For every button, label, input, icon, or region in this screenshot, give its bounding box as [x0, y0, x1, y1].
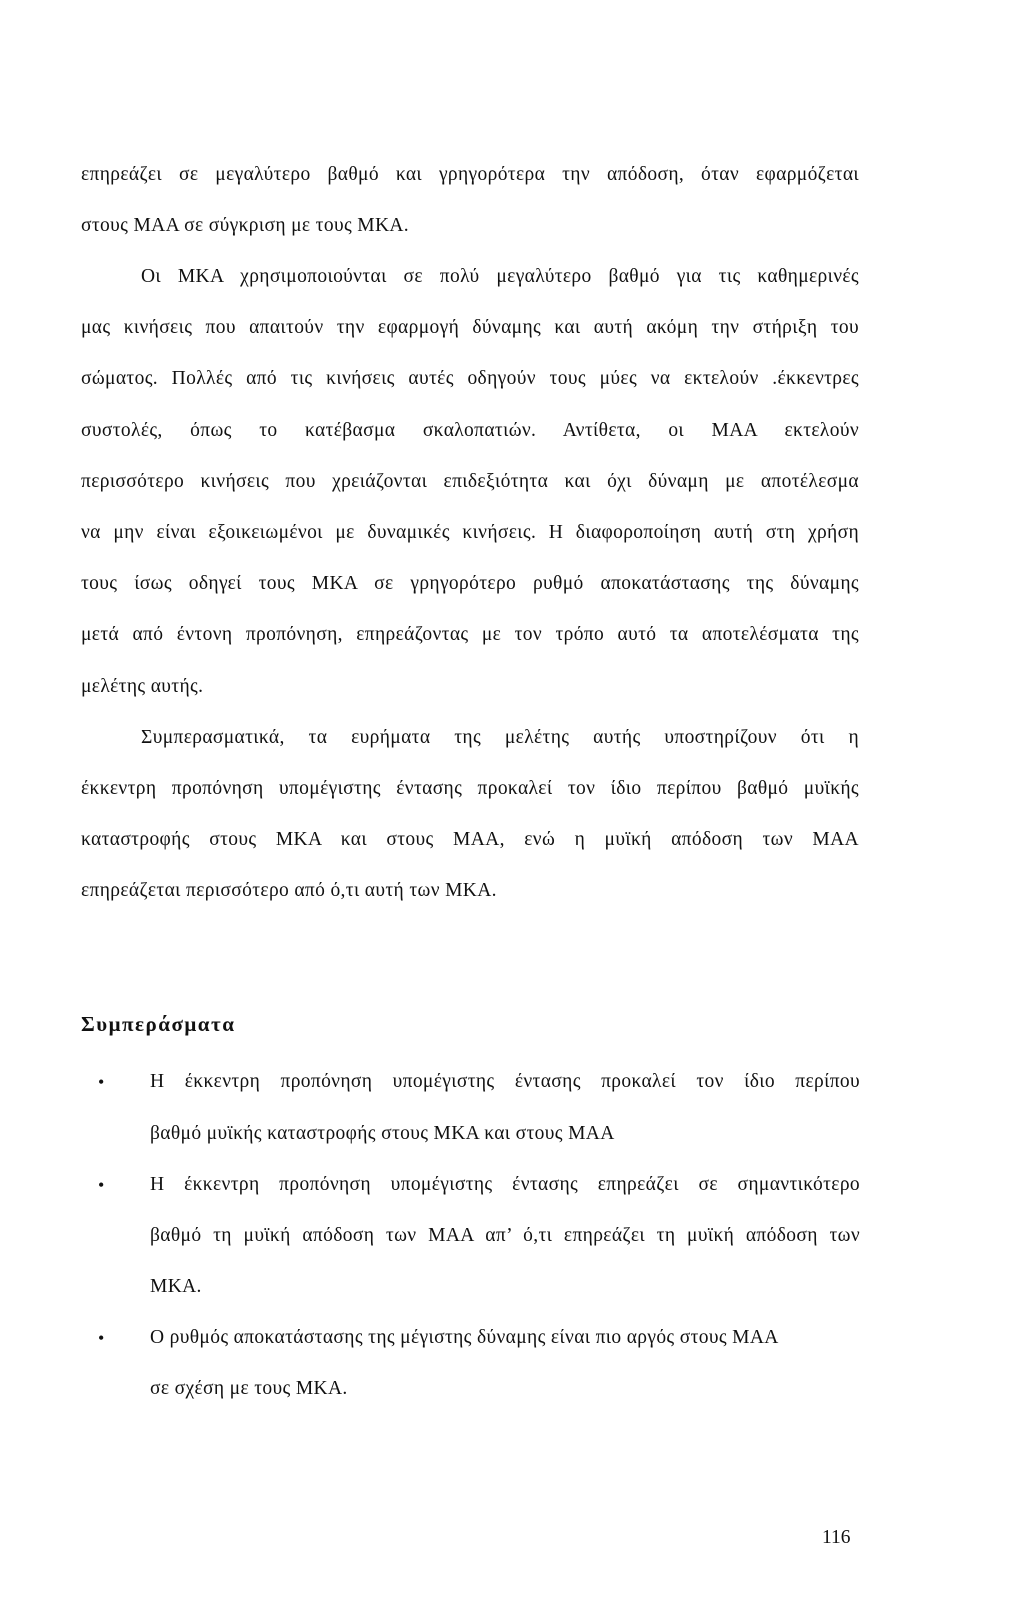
paragraph-line: επηρεάζεται περισσότερο από ό,τι αυτή των ΜΚΑ.: [81, 880, 497, 901]
bullet-item-line: βαθμό μυϊκής καταστροφής στους ΜΚΑ και στους ΜΑΑ: [150, 1123, 615, 1144]
paragraph-line: περισσότερο κινήσεις που χρειάζονται επιδεξιότητα και όχι δύναμη με αποτέλεσμα: [81, 471, 859, 492]
paragraph-line: μετά από έντονη προπόνηση, επηρεάζοντας με τον τρόπο αυτό τα αποτελέσματα της: [81, 624, 859, 645]
bullet-icon: •: [98, 1328, 105, 1348]
paragraph-line: να μην είναι εξοικειωμένοι με δυναμικές κινήσεις. Η διαφοροποίηση αυτή στη χρήση: [81, 522, 859, 543]
bullet-item-line: Η έκκεντρη προπόνηση υπομέγιστης έντασης επηρεάζει σε σημαντικότερο: [150, 1174, 860, 1195]
bullet-item-line: Η έκκεντρη προπόνηση υπομέγιστης έντασης προκαλεί τον ίδιο περίπου: [150, 1071, 860, 1092]
bullet-icon: •: [98, 1175, 105, 1195]
section-heading: Συμπεράσματα: [81, 1012, 236, 1036]
bullet-item-line: βαθμό τη μυϊκή απόδοση των ΜΑΑ απ’ ό,τι επηρεάζει τη μυϊκή απόδοση των: [150, 1225, 860, 1246]
paragraph-line: μας κινήσεις που απαιτούν την εφαρμογή δύναμης και αυτή ακόμη την στήριξη του: [81, 317, 859, 338]
paragraph-line: στους ΜΑΑ σε σύγκριση με τους ΜΚΑ.: [81, 215, 410, 236]
bullet-item-line: σε σχέση με τους ΜΚΑ.: [150, 1378, 348, 1399]
paragraph-line: τους ίσως οδηγεί τους ΜΚΑ σε γρηγορότερο ρυθμό αποκατάστασης της δύναμης: [81, 573, 859, 594]
bullet-item-line: ΜΚΑ.: [150, 1276, 202, 1297]
page-number: 116: [822, 1527, 851, 1548]
bullet-item-line: Ο ρυθμός αποκατάστασης της μέγιστης δύναμης είναι πιο αργός στους ΜΑΑ: [150, 1327, 779, 1348]
paragraph-line: Συμπερασματικά, τα ευρήματα της μελέτης αυτής υποστηρίζουν ότι η: [141, 727, 859, 748]
paragraph-line: συστολές, όπως το κατέβασμα σκαλοπατιών. Αντίθετα, οι ΜΑΑ εκτελούν: [81, 420, 859, 441]
paragraph-line: καταστροφής στους ΜΚΑ και στους ΜΑΑ, ενώ η μυϊκή απόδοση των ΜΑΑ: [81, 829, 859, 850]
paragraph-line: Οι ΜΚΑ χρησιμοποιούνται σε πολύ μεγαλύτερο βαθμό για τις καθημερινές: [141, 266, 859, 287]
paragraph-line: επηρεάζει σε μεγαλύτερο βαθμό και γρηγορότερα την απόδοση, όταν εφαρμόζεται: [81, 164, 859, 185]
bullet-icon: •: [98, 1072, 105, 1092]
paragraph-line: σώματος. Πολλές από τις κινήσεις αυτές οδηγούν τους μύες να εκτελούν .έκκεντρες: [81, 368, 859, 389]
paragraph-line: έκκεντρη προπόνηση υπομέγιστης έντασης προκαλεί τον ίδιο περίπου βαθμό μυϊκής: [81, 778, 859, 799]
paragraph-line: μελέτης αυτής.: [81, 676, 204, 697]
